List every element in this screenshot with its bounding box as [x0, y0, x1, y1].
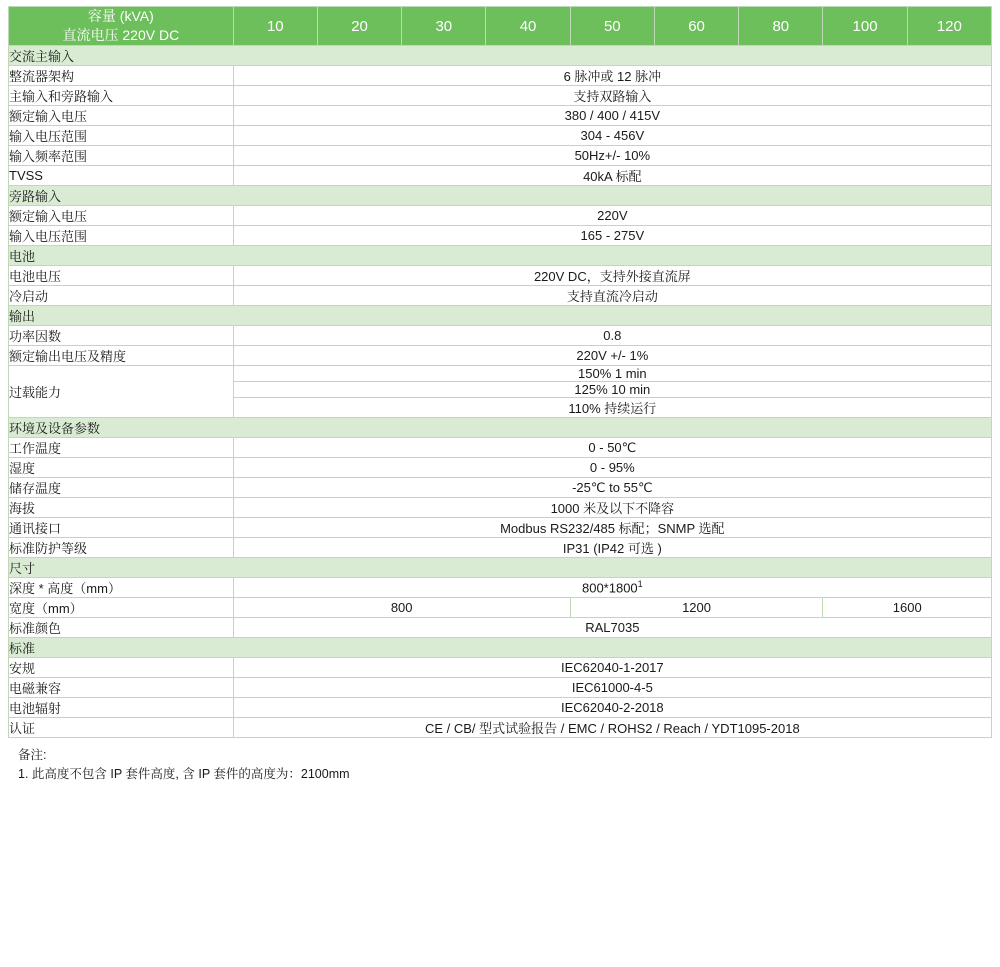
capacity-header-line1: 容量 (kVA) [87, 8, 154, 24]
row-label: 功率因数 [9, 326, 234, 346]
row-label: 额定输出电压及精度 [9, 346, 234, 366]
table-row [9, 66, 992, 86]
row-value: 0 - 50℃ [233, 438, 991, 458]
row-value: IP31 (IP42 可选 ) [233, 538, 991, 558]
row-value: 150% 1 min [233, 366, 991, 382]
row-value: 125% 10 min [233, 382, 991, 398]
row-label: 储存温度 [9, 478, 234, 498]
section-title-output: 输出 [9, 306, 992, 326]
row-value-depth-height [233, 578, 991, 598]
row-value: 1000 米及以下不降容 [233, 498, 991, 518]
row-label: 输入电压范围 [9, 226, 234, 246]
section-header-row [9, 558, 992, 578]
table-row [9, 458, 992, 478]
row-value: IEC61000-4-5 [233, 678, 991, 698]
capacity-header [9, 7, 234, 46]
row-value: 380 / 400 / 415V [233, 106, 991, 126]
row-value: 165 - 275V [233, 226, 991, 246]
row-label: 整流器架构 [9, 66, 234, 86]
column-header-30: 30 [402, 7, 486, 46]
section-title-battery: 电池 [9, 246, 992, 266]
section-header-row [9, 246, 992, 266]
table-row [9, 678, 992, 698]
table-row [9, 698, 992, 718]
table-row [9, 326, 992, 346]
table-row-width [9, 598, 992, 618]
row-label: 主输入和旁路输入 [9, 86, 234, 106]
row-value: CE / CB/ 型式试验报告 / EMC / ROHS2 / Reach / YDT1095-2018 [233, 718, 991, 738]
table-row [9, 718, 992, 738]
footnotes-title: 备注: [18, 748, 47, 762]
row-label: 过载能力 [9, 366, 234, 418]
table-row [9, 266, 992, 286]
row-value: -25℃ to 55℃ [233, 478, 991, 498]
row-label: 通讯接口 [9, 518, 234, 538]
section-header-row [9, 186, 992, 206]
row-value: 40kA 标配 [233, 166, 991, 186]
table-row [9, 106, 992, 126]
table-row [9, 578, 992, 598]
row-label: 输入电压范围 [9, 126, 234, 146]
row-label: 额定输入电压 [9, 206, 234, 226]
table-row [9, 658, 992, 678]
column-header-50: 50 [570, 7, 654, 46]
row-value: IEC62040-2-2018 [233, 698, 991, 718]
column-header-40: 40 [486, 7, 570, 46]
width-value-1200: 1200 [570, 598, 823, 618]
table-row [9, 518, 992, 538]
row-value: 220V +/- 1% [233, 346, 991, 366]
row-label: 标准防护等级 [9, 538, 234, 558]
section-title-environment: 环境及设备参数 [9, 418, 992, 438]
row-label: 冷启动 [9, 286, 234, 306]
column-header-60: 60 [654, 7, 738, 46]
capacity-header-line2: 直流电压 220V DC [62, 27, 180, 43]
row-value: 支持直流冷启动 [233, 286, 991, 306]
column-header-10: 10 [233, 7, 317, 46]
table-row [9, 86, 992, 106]
row-label: 电池辐射 [9, 698, 234, 718]
row-value: RAL7035 [233, 618, 991, 638]
row-value: 304 - 456V [233, 126, 991, 146]
row-value: 0.8 [233, 326, 991, 346]
table-row [9, 478, 992, 498]
column-header-20: 20 [317, 7, 401, 46]
section-header-row [9, 306, 992, 326]
footnote-marker: 1 [637, 579, 643, 590]
row-label: TVSS [9, 166, 234, 186]
row-value: 支持双路输入 [233, 86, 991, 106]
column-header-80: 80 [739, 7, 823, 46]
table-row [9, 618, 992, 638]
row-value: 50Hz+/- 10% [233, 146, 991, 166]
row-label: 电池电压 [9, 266, 234, 286]
row-label: 安规 [9, 658, 234, 678]
row-label: 工作温度 [9, 438, 234, 458]
row-label: 额定输入电压 [9, 106, 234, 126]
section-title-dimensions: 尺寸 [9, 558, 992, 578]
row-value: 220V [233, 206, 991, 226]
table-row [9, 146, 992, 166]
specification-table [8, 6, 992, 738]
section-header-row [9, 638, 992, 658]
table-row [9, 346, 992, 366]
row-label: 标准颜色 [9, 618, 234, 638]
row-value: 220V DC，支持外接直流屏 [233, 266, 991, 286]
table-row-overload [9, 366, 992, 382]
depth-height-value: 800*1800 [581, 580, 638, 596]
width-value-800: 800 [233, 598, 570, 618]
section-title-ac-main-input: 交流主输入 [9, 46, 992, 66]
section-header-row [9, 418, 992, 438]
table-row [9, 206, 992, 226]
row-label: 输入频率范围 [9, 146, 234, 166]
row-value: Modbus RS232/485 标配；SNMP 选配 [233, 518, 991, 538]
row-label: 湿度 [9, 458, 234, 478]
footnotes [8, 738, 992, 788]
table-row [9, 286, 992, 306]
row-label: 宽度（mm） [9, 598, 234, 618]
row-label: 认证 [9, 718, 234, 738]
section-title-standards: 标准 [9, 638, 992, 658]
row-value: 110% 持续运行 [233, 398, 991, 418]
column-header-100: 100 [823, 7, 907, 46]
table-header-row [9, 7, 992, 46]
width-value-1600: 1600 [823, 598, 992, 618]
section-header-row [9, 46, 992, 66]
footnote-1: 1. 此高度不包含 IP 套件高度, 含 IP 套件的高度为：2100mm [18, 767, 350, 781]
row-value: 6 脉冲或 12 脉冲 [233, 66, 991, 86]
table-row [9, 438, 992, 458]
row-label: 深度 * 高度（mm） [9, 578, 234, 598]
table-row [9, 498, 992, 518]
table-row [9, 226, 992, 246]
row-value: IEC62040-1-2017 [233, 658, 991, 678]
table-row [9, 538, 992, 558]
row-label: 电磁兼容 [9, 678, 234, 698]
section-title-bypass-input: 旁路输入 [9, 186, 992, 206]
column-header-120: 120 [907, 7, 991, 46]
table-row [9, 166, 992, 186]
row-value: 0 - 95% [233, 458, 991, 478]
row-label: 海拔 [9, 498, 234, 518]
table-row [9, 126, 992, 146]
